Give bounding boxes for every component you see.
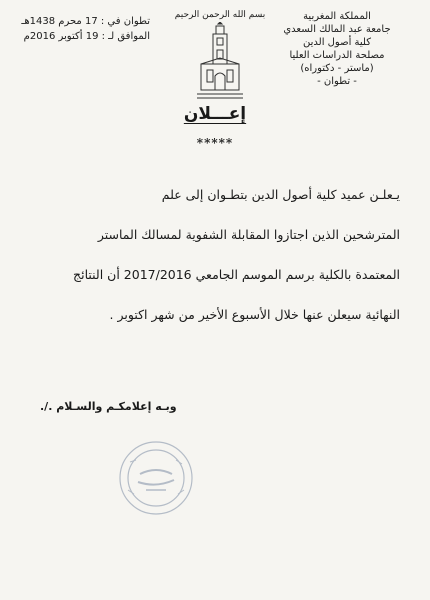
body-line: يـعلـن عميد كلية أصول الدين بتطـوان إلى علم xyxy=(161,187,400,202)
date-header xyxy=(10,14,150,44)
institution-line: (ماستر - دكتوراه) xyxy=(300,63,374,74)
body-line: النهائية سيعلن عنها خلال الأسبوع الأخير من شهر اكتوبر . xyxy=(109,307,400,322)
institution-line: جامعة عبد المالك السعدي xyxy=(283,24,391,35)
institution-line: كلية أصول الدين xyxy=(303,37,371,48)
minaret-logo xyxy=(197,22,243,102)
institution-header xyxy=(262,10,412,88)
institution-line: - تطوان - xyxy=(317,76,357,87)
body-line: المترشحين الذين اجتازوا المقابلة الشفوية لمسالك الماستر xyxy=(97,227,400,242)
page-title: إعـــلان xyxy=(183,104,247,124)
date-gregorian: الموافق لـ : 19 أكتوبر 2016م xyxy=(23,31,150,42)
body-line: المعتمدة بالكلية برسم الموسم الجامعي 2017/2016 أن النتائج xyxy=(73,267,400,282)
closing-salutation: وبـه إعلامكـم والسـلام ./. xyxy=(40,400,177,413)
institution-line: مصلحة الدراسات العليا xyxy=(289,50,385,61)
basmala: بسم الله الرحمن الرحيم xyxy=(174,10,266,20)
institution-line: المملكة المغربية xyxy=(303,11,371,22)
star-separator: ***** xyxy=(196,136,234,150)
announcement-body xyxy=(40,175,400,335)
official-stamp xyxy=(116,438,196,518)
date-hijri: تطوان في : 17 محرم 1438هـ xyxy=(21,16,150,27)
